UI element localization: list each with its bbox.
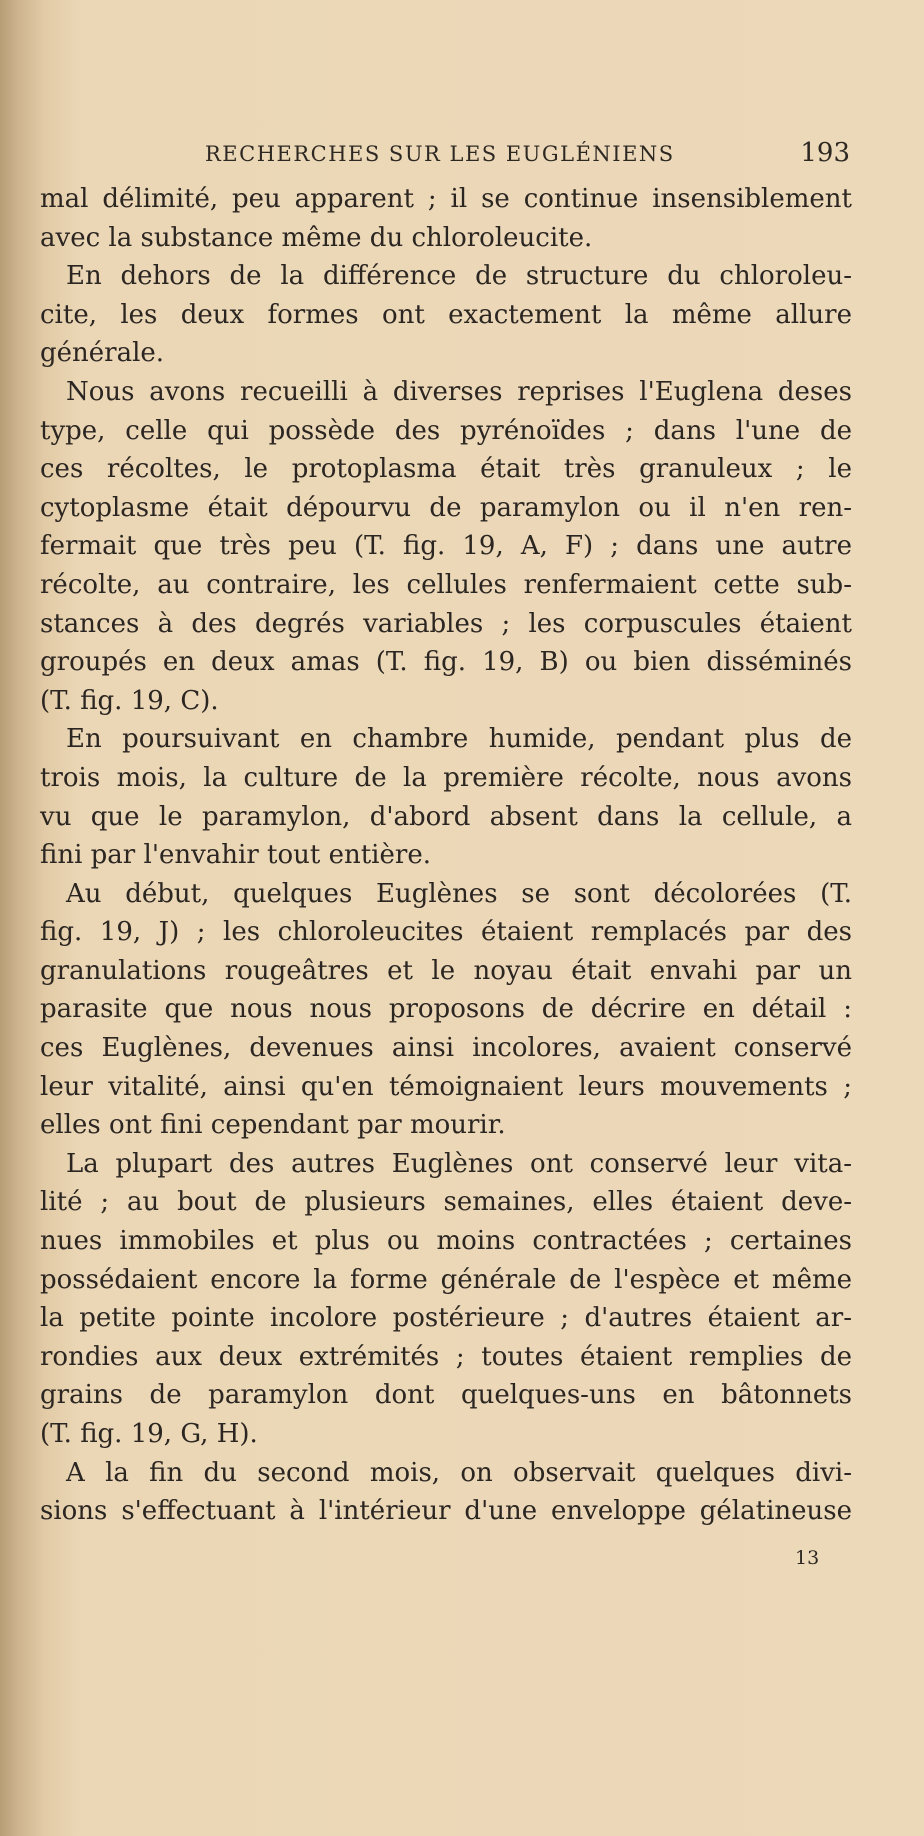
text-line: générale. (40, 338, 165, 369)
text-line: fig. 19, J) ; les chloroleucites étaient remplacés par des (40, 917, 852, 948)
text-line: Au début, quelques Euglènes se sont décolorées (T. (66, 878, 852, 909)
text-line: ces récoltes, le protoplasma était très granuleux ; le (40, 454, 852, 485)
running-title: RECHERCHES SUR LES EUGLÉNIENS (205, 142, 675, 166)
text-line: sions s'effectuant à l'intérieur d'une enveloppe gélatineuse (40, 1496, 852, 1527)
text-line: la petite pointe incolore postérieure ; d'autres étaient ar- (40, 1303, 852, 1334)
page-number: 193 (800, 138, 850, 168)
text-line: rondies aux deux extrémités ; toutes étaient remplies de (40, 1341, 852, 1372)
text-line: stances à des degrés variables ; les corpuscules étaient (40, 608, 852, 639)
text-line: A la fin du second mois, on observait quelques divi- (66, 1457, 852, 1488)
text-line: possédaient encore la forme générale de l'espèce et même (40, 1264, 852, 1295)
text-line: cytoplasme était dépourvu de paramylon ou il n'en ren- (40, 492, 852, 523)
text-line: fermait que très peu (T. fig. 19, A, F) ; dans une autre (40, 531, 852, 562)
text-line: ces Euglènes, devenues ainsi incolores, avaient conservé (40, 1033, 852, 1064)
text-line: granulations rougeâtres et le noyau était envahi par un (40, 955, 852, 986)
text-line: En poursuivant en chambre humide, pendant plus de (66, 724, 852, 755)
text-line: parasite que nous nous proposons de décrire en détail : (40, 994, 852, 1025)
text-line: mal délimité, peu apparent ; il se continue insensiblement (40, 184, 852, 214)
text-line: En dehors de la différence de structure du chloroleu- (66, 261, 852, 292)
text-line: elles ont fini cependant par mourir. (40, 1110, 506, 1141)
text-line: Nous avons recueilli à diverses reprises l'Euglena deses (66, 376, 852, 407)
text-line: grains de paramylon dont quelques-uns en bâtonnets (40, 1380, 852, 1411)
text-line: (T. fig. 19, C). (40, 685, 219, 716)
text-line: vu que le paramylon, d'abord absent dans la cellule, a (40, 801, 852, 832)
text-line: nues immobiles et plus ou moins contractées ; certaines (40, 1226, 852, 1257)
running-head (40, 138, 850, 178)
text-line: type, celle qui possède des pyrénoïdes ; dans l'une de (40, 415, 852, 446)
text-line: La plupart des autres Euglènes ont conservé leur vita- (66, 1148, 852, 1179)
text-line: fini par l'envahir tout entière. (40, 840, 431, 871)
text-line: avec la substance même du chloroleucite. (40, 222, 593, 253)
text-line: récolte, au contraire, les cellules renfermaient cette sub- (40, 569, 852, 600)
text-line: (T. fig. 19, G, H). (40, 1419, 258, 1449)
text-line: groupés en deux amas (T. fig. 19, B) ou bien disséminés (40, 647, 852, 678)
text-line: lité ; au bout de plusieurs semaines, elles étaient deve- (40, 1187, 852, 1218)
signature-mark: 13 (795, 1547, 820, 1569)
body-text (40, 180, 852, 1531)
text-line: trois mois, la culture de la première récolte, nous avons (40, 762, 852, 793)
text-line: leur vitalité, ainsi qu'en témoignaient leurs mouvements ; (40, 1071, 852, 1102)
text-line: cite, les deux formes ont exactement la même allure (40, 299, 852, 330)
